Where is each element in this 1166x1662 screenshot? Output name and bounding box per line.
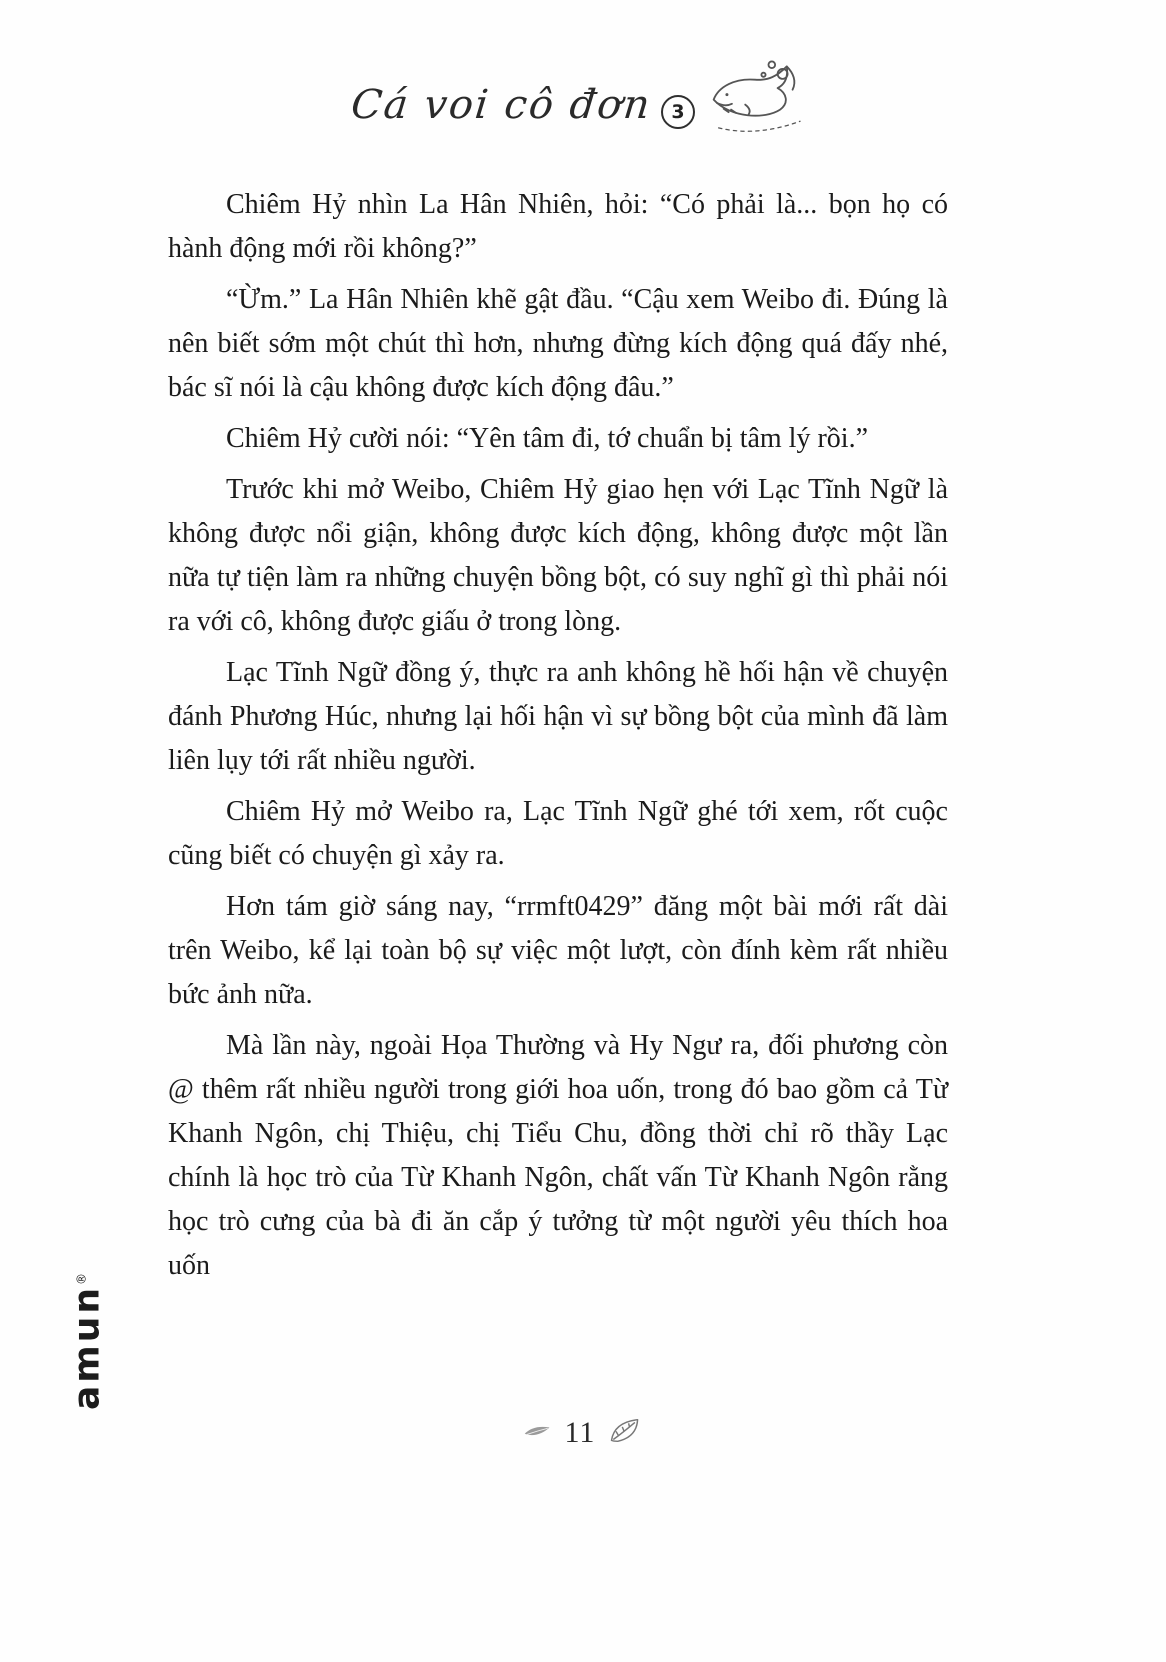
page-footer: [0, 1416, 1166, 1450]
leaf-left-icon: [523, 1422, 553, 1445]
paragraph: Hơn tám giờ sáng nay, “rrmft0429” đăng một bài mới rất dài trên Weibo, kể lại toàn bộ sự việc một lượt, còn đính kèm rất nhiều bức ảnh nữa.: [168, 891, 948, 1010]
publisher-logo-text: amun: [66, 1284, 108, 1411]
paragraph: Chiêm Hỷ nhìn La Hân Nhiên, hỏi: “Có phải là... bọn họ có hành động mới rồi không?”: [168, 189, 948, 264]
whale-icon: [707, 56, 815, 145]
leaf-right-icon: [607, 1417, 643, 1449]
header-inner: [348, 70, 815, 145]
paragraph: Chiêm Hỷ mở Weibo ra, Lạc Tĩnh Ngữ ghé tới xem, rốt cuộc cũng biết có chuyện gì xảy ra.: [168, 796, 948, 871]
series-title: Cá voi cô đơn: [348, 81, 654, 128]
volume-badge: 3: [661, 95, 695, 129]
registered-trademark: ®: [74, 1269, 89, 1285]
paragraph: Lạc Tĩnh Ngữ đồng ý, thực ra anh không hề hối hận về chuyện đánh Phương Húc, nhưng lại hối hận vì sự bồng bột của mình đã làm liên lụy tới rất nhiều người.: [168, 657, 948, 776]
paragraph: Trước khi mở Weibo, Chiêm Hỷ giao hẹn với Lạc Tĩnh Ngữ là không được nổi giận, không được kích động, không được một lần nữa tự tiện làm ra những chuyện bồng bột, có suy nghĩ gì thì phải nói ra với cô, không được giấu ở trong lòng.: [168, 474, 948, 637]
page-number: 11: [564, 1416, 596, 1449]
paragraph: “Ừm.” La Hân Nhiên khẽ gật đầu. “Cậu xem Weibo đi. Đúng là nên biết sớm một chút thì hơn, nhưng đừng kích động quá đấy nhé, bác sĩ nói là cậu không được kích động đâu.”: [168, 284, 948, 403]
page-header: [0, 70, 1166, 145]
page-body: [168, 183, 948, 1295]
publisher-logo: [67, 1268, 111, 1413]
paragraph: Chiêm Hỷ cười nói: “Yên tâm đi, tớ chuẩn bị tâm lý rồi.”: [226, 423, 868, 454]
paragraph: Mà lần này, ngoài Họa Thường và Hy Ngư ra, đối phương còn @ thêm rất nhiều người trong giới hoa uốn, trong đó bao gồm cả Từ Khanh Ngôn, chị Thiệu, chị Tiểu Chu, đồng thời chỉ rõ thầy Lạc chính là học trò của Từ Khanh Ngôn, chất vấn Từ Khanh Ngôn rằng học trò cưng của bà đi ăn cắp ý tưởng từ một người yêu thích hoa uốn: [168, 1030, 948, 1281]
